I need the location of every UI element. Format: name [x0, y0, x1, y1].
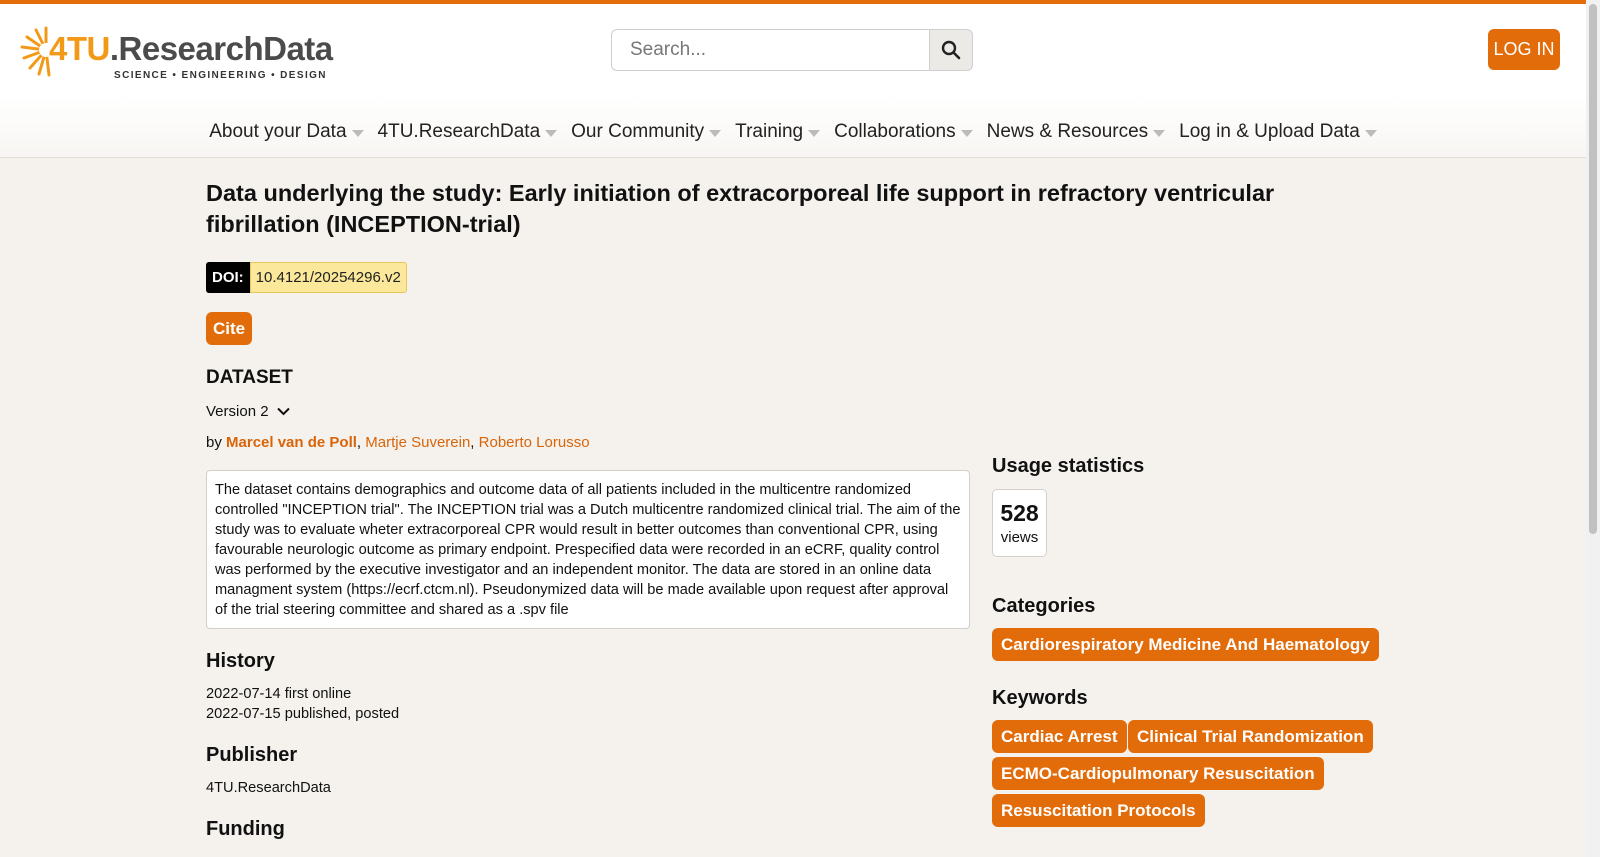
views-counter — [992, 489, 1047, 557]
caret-down-icon — [1153, 130, 1165, 137]
author-link[interactable]: Roberto Lorusso — [478, 434, 590, 451]
version-label: Version 2 — [206, 403, 269, 420]
publisher-heading: Publisher — [206, 744, 298, 766]
nav-label: Our Community — [571, 121, 705, 142]
page-scrollbar[interactable] — [1586, 0, 1600, 857]
categories-heading: Categories — [992, 595, 1096, 617]
author-separator: , — [356, 434, 366, 451]
nav-label: Log in & Upload Data — [1179, 121, 1360, 142]
author-link[interactable]: Marcel van de Poll — [226, 434, 357, 451]
author-link[interactable]: Martje Suverein — [365, 434, 471, 451]
search-bar — [611, 29, 974, 73]
nav-our-community[interactable] — [571, 114, 721, 150]
logo-text-4tu: 4TU — [49, 30, 110, 67]
nav-training[interactable] — [735, 114, 820, 150]
doi-value[interactable]: 10.4121/20254296.v2 — [250, 262, 407, 293]
login-button[interactable]: LOG IN — [1488, 29, 1560, 70]
nav-login-upload[interactable] — [1179, 114, 1377, 150]
caret-down-icon — [1365, 130, 1377, 137]
author-separator: , — [470, 434, 479, 451]
authors-line — [206, 434, 590, 451]
nav-about-your-data[interactable] — [209, 114, 363, 150]
chevron-down-icon — [277, 407, 290, 416]
doi-badge[interactable] — [206, 262, 407, 293]
by-label: by — [206, 434, 227, 451]
nav-label: About your Data — [209, 121, 347, 142]
cite-button[interactable]: Cite — [206, 312, 252, 345]
nav-news-resources[interactable] — [987, 114, 1166, 150]
site-header — [0, 4, 1586, 158]
nav-label: 4TU.ResearchData — [377, 121, 541, 142]
dataset-title: Data underlying the study: Early initiation of extracorporeal life support in refractory ventricular fibrillation (INCEPTION-trial) — [206, 180, 1275, 237]
search-icon — [941, 40, 961, 60]
doi-label: DOI: — [206, 262, 250, 293]
history-published: 2022-07-15 published, posted — [206, 706, 400, 722]
caret-down-icon — [352, 130, 364, 137]
dataset-description: The dataset contains demographics and outcome data of all patients included in the multicentre randomized controlled "INCEPTION trial". The INCEPTION trial was a Dutch multicentre randomized clinical trial. The aim of the study was to evaluate wheter extracorporeal CPR would result in better outcomes than conventional CPR, using favourable neurologic outcome as primary endpoint. Prespecified data were recorded in an eCRF, quality control was performed by the executive investigator and an independent monitor. The data are stored in an online data managment system (https://ecrf.ctcm.nl). Pseudonymized data will be made available upon request after approval of the trial steering committee and shared as a .spv file — [206, 470, 970, 629]
dataset-type-label: DATASET — [206, 367, 293, 388]
publisher-value: 4TU.ResearchData — [206, 780, 331, 796]
nav-label: Collaborations — [834, 121, 956, 142]
caret-down-icon — [961, 130, 973, 137]
keyword-tag[interactable]: Cardiac Arrest — [992, 720, 1127, 753]
search-input[interactable] — [611, 29, 929, 71]
keyword-tag[interactable]: Clinical Trial Randomization — [1128, 720, 1373, 753]
nav-collaborations[interactable] — [834, 114, 972, 150]
nav-4tu-researchdata[interactable] — [378, 114, 558, 150]
caret-down-icon — [545, 130, 557, 137]
views-count: 528 — [1000, 500, 1039, 526]
main-nav — [0, 114, 1586, 150]
keywords-heading: Keywords — [992, 687, 1088, 709]
funding-heading: Funding — [206, 818, 285, 840]
caret-down-icon — [808, 130, 820, 137]
usage-statistics-heading: Usage statistics — [992, 455, 1145, 477]
logo-wordmark — [49, 30, 333, 68]
category-tag[interactable]: Cardiorespiratory Medicine And Haematology — [992, 628, 1379, 661]
views-label: views — [1000, 529, 1039, 546]
site-logo[interactable] — [16, 20, 333, 82]
caret-down-icon — [709, 130, 721, 137]
logo-text-researchdata: .ResearchData — [109, 30, 333, 67]
version-selector[interactable] — [206, 403, 290, 420]
logo-tagline: SCIENCE • ENGINEERING • DESIGN — [114, 70, 327, 81]
nav-label: News & Resources — [986, 121, 1149, 142]
keyword-tag[interactable]: ECMO-Cardiopulmonary Resuscitation — [992, 757, 1324, 790]
history-first-online: 2022-07-14 first online — [206, 686, 352, 702]
history-heading: History — [206, 650, 275, 672]
nav-label: Training — [735, 121, 804, 142]
search-button[interactable] — [929, 29, 973, 71]
keyword-tag[interactable]: Resuscitation Protocols — [992, 794, 1205, 827]
scrollbar-thumb[interactable] — [1589, 4, 1597, 534]
